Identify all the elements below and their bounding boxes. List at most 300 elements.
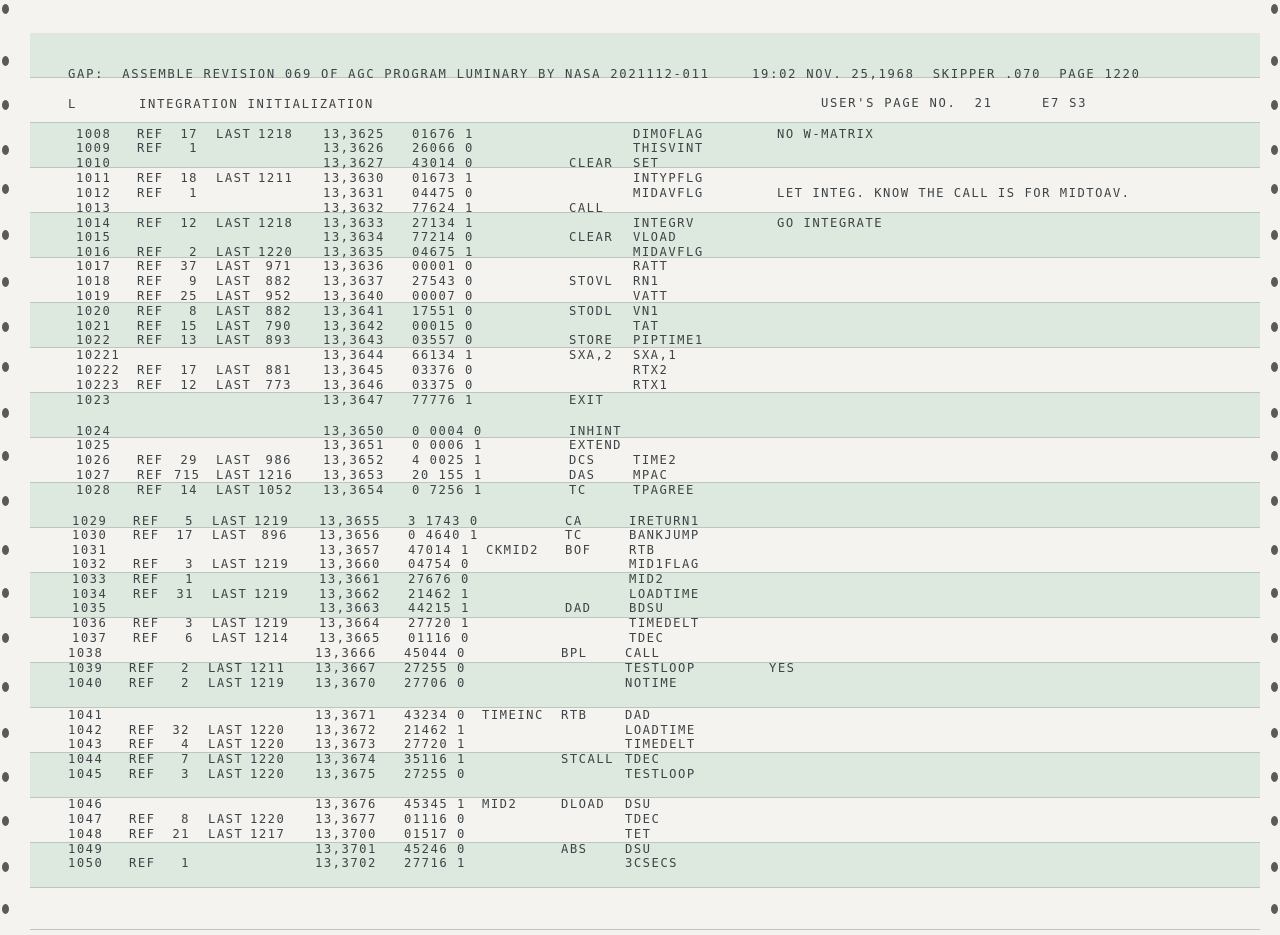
- tractor-hole: [1271, 100, 1278, 110]
- operand: SXA,1: [633, 348, 678, 362]
- last-keyword: LAST: [216, 289, 252, 303]
- line-number: 1036: [72, 616, 108, 630]
- last-keyword: LAST: [216, 274, 252, 288]
- section-letter: L: [68, 97, 78, 111]
- line-number: 1039: [68, 661, 104, 675]
- listing-row: [0, 767, 1280, 782]
- listing-row: [0, 842, 1280, 857]
- line-number: 10223: [76, 378, 121, 392]
- last-keyword: LAST: [212, 587, 248, 601]
- line-number: 1029: [72, 514, 108, 528]
- operand: RN1: [633, 274, 660, 288]
- address: 13,3630: [323, 171, 385, 185]
- ref-keyword: REF: [137, 333, 164, 347]
- listing-row: [0, 348, 1280, 363]
- address: 13,3634: [323, 230, 385, 244]
- address: 13,3625: [323, 127, 385, 141]
- line-number: 1042: [68, 723, 104, 737]
- opcode: RTB: [561, 708, 588, 722]
- operand: LOADTIME: [629, 587, 700, 601]
- octal-code: 44215 1: [408, 601, 470, 615]
- users-page-number: USER'S PAGE NO. 21: [821, 96, 993, 110]
- octal-code: 27720 1: [408, 616, 470, 630]
- address: 13,3700: [315, 827, 377, 841]
- operand: DSU: [625, 842, 652, 856]
- octal-code: 03376 0: [412, 363, 474, 377]
- last-page: 1220: [250, 767, 286, 781]
- last-keyword: LAST: [216, 378, 252, 392]
- operand: RATT: [633, 259, 669, 273]
- listing-row: [0, 393, 1280, 408]
- last-keyword: LAST: [208, 723, 244, 737]
- ref-count: 1: [185, 572, 194, 586]
- address: 13,3677: [315, 812, 377, 826]
- line-number: 1050: [68, 856, 104, 870]
- address: 13,3641: [323, 304, 385, 318]
- ref-count: 14: [180, 483, 198, 497]
- line-number: 1035: [72, 601, 108, 615]
- last-page: 790: [265, 319, 292, 333]
- line-number: 1041: [68, 708, 104, 722]
- listing-row: [0, 319, 1280, 334]
- opcode: EXTEND: [569, 438, 623, 452]
- address: 13,3636: [323, 259, 385, 273]
- ref-count: 6: [185, 631, 194, 645]
- listing-row: [0, 528, 1280, 543]
- operand: MID1FLAG: [629, 557, 700, 571]
- listing-row: [0, 661, 1280, 676]
- ref-keyword: REF: [133, 514, 160, 528]
- listing-row: [0, 216, 1280, 231]
- last-page: 1211: [250, 661, 286, 675]
- last-keyword: LAST: [216, 216, 252, 230]
- octal-code: 45044 0: [404, 646, 466, 660]
- listing-row: [0, 827, 1280, 842]
- comment: YES: [769, 661, 796, 675]
- address: 13,3667: [315, 661, 377, 675]
- operand: VATT: [633, 289, 669, 303]
- line-number: 1034: [72, 587, 108, 601]
- operand: INTEGRV: [633, 216, 695, 230]
- address: 13,3657: [319, 543, 381, 557]
- operand: TESTLOOP: [625, 767, 696, 781]
- line-number: 1049: [68, 842, 104, 856]
- last-keyword: LAST: [212, 631, 248, 645]
- operand: BDSU: [629, 601, 665, 615]
- operand: RTX2: [633, 363, 669, 377]
- operand: TET: [625, 827, 652, 841]
- opcode: CLEAR: [569, 230, 614, 244]
- last-page: 893: [265, 333, 292, 347]
- octal-code: 77776 1: [412, 393, 474, 407]
- ref-keyword: REF: [137, 141, 164, 155]
- octal-code: 17551 0: [412, 304, 474, 318]
- ref-count: 3: [181, 767, 190, 781]
- ref-keyword: REF: [133, 572, 160, 586]
- operand: TAT: [633, 319, 660, 333]
- last-keyword: LAST: [212, 616, 248, 630]
- last-page: 1219: [254, 616, 290, 630]
- operand: SET: [633, 156, 660, 170]
- band-rule: [30, 122, 1260, 123]
- ref-count: 31: [176, 587, 194, 601]
- last-page: 1218: [258, 127, 294, 141]
- ref-count: 13: [180, 333, 198, 347]
- address: 13,3655: [319, 514, 381, 528]
- octal-code: 27706 0: [404, 676, 466, 690]
- operand: MIDAVFLG: [633, 245, 704, 259]
- octal-code: 00001 0: [412, 259, 474, 273]
- opcode: STCALL: [561, 752, 615, 766]
- octal-code: 00015 0: [412, 319, 474, 333]
- listing-row: [0, 646, 1280, 661]
- operand: TIMEDELT: [629, 616, 700, 630]
- listing-row: [0, 557, 1280, 572]
- operand: NOTIME: [625, 676, 679, 690]
- ref-count: 18: [180, 171, 198, 185]
- last-page: 1214: [254, 631, 290, 645]
- last-page: 773: [265, 378, 292, 392]
- opcode: BPL: [561, 646, 588, 660]
- line-number: 1048: [68, 827, 104, 841]
- last-keyword: LAST: [216, 483, 252, 497]
- ref-keyword: REF: [137, 468, 164, 482]
- listing-row: [0, 572, 1280, 587]
- address: 13,3627: [323, 156, 385, 170]
- line-number: 1023: [76, 393, 112, 407]
- ref-keyword: REF: [129, 737, 156, 751]
- opcode: TC: [565, 528, 583, 542]
- operand: TESTLOOP: [625, 661, 696, 675]
- address: 13,3652: [323, 453, 385, 467]
- ref-count: 715: [174, 468, 201, 482]
- address: 13,3672: [315, 723, 377, 737]
- octal-code: 77214 0: [412, 230, 474, 244]
- line-number: 1031: [72, 543, 108, 557]
- ref-keyword: REF: [137, 127, 164, 141]
- octal-code: 4 0025 1: [412, 453, 483, 467]
- address: 13,3654: [323, 483, 385, 497]
- ref-keyword: REF: [137, 363, 164, 377]
- last-page: 882: [265, 274, 292, 288]
- address: 13,3631: [323, 186, 385, 200]
- address: 13,3651: [323, 438, 385, 452]
- ref-keyword: REF: [137, 453, 164, 467]
- octal-code: 01517 0: [404, 827, 466, 841]
- operand: RTB: [629, 543, 656, 557]
- address: 13,3645: [323, 363, 385, 377]
- ref-keyword: REF: [133, 557, 160, 571]
- address: 13,3674: [315, 752, 377, 766]
- ref-count: 17: [180, 363, 198, 377]
- last-page: 1220: [250, 752, 286, 766]
- tractor-hole: [1271, 408, 1278, 418]
- last-page: 896: [261, 528, 288, 542]
- last-keyword: LAST: [208, 812, 244, 826]
- address: 13,3665: [319, 631, 381, 645]
- line-number: 1010: [76, 156, 112, 170]
- line-number: 1037: [72, 631, 108, 645]
- octal-code: 27543 0: [412, 274, 474, 288]
- opcode: STODL: [569, 304, 614, 318]
- octal-code: 27255 0: [404, 661, 466, 675]
- ref-count: 2: [189, 245, 198, 259]
- tractor-hole: [1271, 4, 1278, 14]
- address: 13,3647: [323, 393, 385, 407]
- last-keyword: LAST: [216, 363, 252, 377]
- opcode: BOF: [565, 543, 592, 557]
- octal-code: 01116 0: [404, 812, 466, 826]
- address: 13,3632: [323, 201, 385, 215]
- line-number: 1047: [68, 812, 104, 826]
- listing-row: [0, 333, 1280, 348]
- last-keyword: LAST: [216, 245, 252, 259]
- listing-row: [0, 723, 1280, 738]
- ref-count: 2: [181, 661, 190, 675]
- listing-row: [0, 543, 1280, 558]
- ref-keyword: REF: [129, 812, 156, 826]
- last-page: 1218: [258, 216, 294, 230]
- address: 13,3661: [319, 572, 381, 586]
- tractor-hole: [2, 904, 9, 914]
- last-keyword: LAST: [212, 528, 248, 542]
- ref-keyword: REF: [129, 752, 156, 766]
- line-number: 1009: [76, 141, 112, 155]
- ref-keyword: REF: [137, 319, 164, 333]
- last-page: 1219: [254, 514, 290, 528]
- ref-count: 1: [189, 141, 198, 155]
- opcode: STOVL: [569, 274, 614, 288]
- address: 13,3642: [323, 319, 385, 333]
- octal-code: 03375 0: [412, 378, 474, 392]
- tractor-hole: [2, 100, 9, 110]
- ref-keyword: REF: [133, 631, 160, 645]
- octal-code: 21462 1: [404, 723, 466, 737]
- last-keyword: LAST: [216, 319, 252, 333]
- octal-code: 27716 1: [404, 856, 466, 870]
- symbol-label: MID2: [482, 797, 518, 811]
- octal-code: 35116 1: [404, 752, 466, 766]
- last-keyword: LAST: [212, 557, 248, 571]
- comment: GO INTEGRATE: [777, 216, 884, 230]
- listing-row: [0, 304, 1280, 319]
- listing-row: [0, 616, 1280, 631]
- last-keyword: LAST: [208, 676, 244, 690]
- last-keyword: LAST: [216, 171, 252, 185]
- ref-count: 1: [189, 186, 198, 200]
- ref-count: 3: [185, 557, 194, 571]
- operand: RTX1: [633, 378, 669, 392]
- last-keyword: LAST: [216, 127, 252, 141]
- last-page: 1052: [258, 483, 294, 497]
- last-page: 1216: [258, 468, 294, 482]
- symbol-label: CKMID2: [486, 543, 540, 557]
- line-number: 1018: [76, 274, 112, 288]
- address: 13,3663: [319, 601, 381, 615]
- address: 13,3666: [315, 646, 377, 660]
- listing-row: [0, 752, 1280, 767]
- line-number: 1025: [76, 438, 112, 452]
- operand: VN1: [633, 304, 660, 318]
- opcode: TC: [569, 483, 587, 497]
- listing-row: [0, 156, 1280, 171]
- ref-count: 5: [185, 514, 194, 528]
- listing-row: [0, 378, 1280, 393]
- address: 13,3626: [323, 141, 385, 155]
- last-page: 1220: [250, 737, 286, 751]
- last-page: 881: [265, 363, 292, 377]
- line-number: 10221: [76, 348, 121, 362]
- operand: CALL: [625, 646, 661, 660]
- ref-count: 2: [181, 676, 190, 690]
- opcode: SXA,2: [569, 348, 614, 362]
- operand: MID2: [629, 572, 665, 586]
- last-keyword: LAST: [208, 827, 244, 841]
- last-keyword: LAST: [208, 737, 244, 751]
- listing-row: [0, 245, 1280, 260]
- address: 13,3637: [323, 274, 385, 288]
- operand: VLOAD: [633, 230, 678, 244]
- listing-row: [0, 797, 1280, 812]
- listing-row: [0, 587, 1280, 602]
- listing-row: [0, 201, 1280, 216]
- octal-code: 0 0006 1: [412, 438, 483, 452]
- octal-code: 43014 0: [412, 156, 474, 170]
- line-number: 1030: [72, 528, 108, 542]
- address: 13,3650: [323, 424, 385, 438]
- opcode: DLOAD: [561, 797, 606, 811]
- line-number: 1040: [68, 676, 104, 690]
- listing-row: [0, 171, 1280, 186]
- opcode: DAD: [565, 601, 592, 615]
- line-number: 1045: [68, 767, 104, 781]
- line-number: 1033: [72, 572, 108, 586]
- last-page: 1211: [258, 171, 294, 185]
- ref-count: 25: [180, 289, 198, 303]
- listing-row: [0, 483, 1280, 498]
- tractor-hole: [2, 4, 9, 14]
- octal-code: 45345 1: [404, 797, 466, 811]
- ref-keyword: REF: [137, 171, 164, 185]
- address: 13,3671: [315, 708, 377, 722]
- address: 13,3656: [319, 528, 381, 542]
- octal-code: 27134 1: [412, 216, 474, 230]
- octal-code: 01676 1: [412, 127, 474, 141]
- listing-row: [0, 737, 1280, 752]
- opcode: ABS: [561, 842, 588, 856]
- ref-count: 9: [189, 274, 198, 288]
- address: 13,3633: [323, 216, 385, 230]
- octal-code: 0 0004 0: [412, 424, 483, 438]
- last-page: 1220: [258, 245, 294, 259]
- address: 13,3643: [323, 333, 385, 347]
- octal-code: 03557 0: [412, 333, 474, 347]
- operand: MPAC: [633, 468, 669, 482]
- comment: LET INTEG. KNOW THE CALL IS FOR MIDTOAV.: [777, 186, 1131, 200]
- operand: TIME2: [633, 453, 678, 467]
- ref-count: 15: [180, 319, 198, 333]
- octal-code: 26066 0: [412, 141, 474, 155]
- octal-code: 0 4640 1: [408, 528, 479, 542]
- address: 13,3675: [315, 767, 377, 781]
- last-page: 1217: [250, 827, 286, 841]
- ref-keyword: REF: [137, 186, 164, 200]
- line-number: 1022: [76, 333, 112, 347]
- operand: TDEC: [625, 752, 661, 766]
- listing-row: [0, 856, 1280, 871]
- octal-code: 01673 1: [412, 171, 474, 185]
- line-number: 10222: [76, 363, 121, 377]
- ref-keyword: REF: [133, 587, 160, 601]
- opcode: CA: [565, 514, 583, 528]
- last-page: 1219: [254, 557, 290, 571]
- tractor-hole: [2, 56, 9, 66]
- ref-keyword: REF: [137, 245, 164, 259]
- ref-count: 17: [180, 127, 198, 141]
- octal-code: 77624 1: [412, 201, 474, 215]
- line-number: 1038: [68, 646, 104, 660]
- listing-row: [0, 186, 1280, 201]
- listing-row: [0, 259, 1280, 274]
- last-page: 1220: [250, 812, 286, 826]
- ref-count: 21: [172, 827, 190, 841]
- ref-keyword: REF: [129, 661, 156, 675]
- listing-row: [0, 424, 1280, 439]
- last-keyword: LAST: [216, 259, 252, 273]
- line-number: 1044: [68, 752, 104, 766]
- operand: TDEC: [629, 631, 665, 645]
- ref-keyword: REF: [129, 723, 156, 737]
- line-number: 1013: [76, 201, 112, 215]
- ref-count: 8: [189, 304, 198, 318]
- ref-keyword: REF: [129, 767, 156, 781]
- listing-row: [0, 708, 1280, 723]
- tractor-hole: [1271, 56, 1278, 66]
- line-number: 1019: [76, 289, 112, 303]
- line-number: 1043: [68, 737, 104, 751]
- address: 13,3646: [323, 378, 385, 392]
- octal-code: 45246 0: [404, 842, 466, 856]
- ref-keyword: REF: [137, 289, 164, 303]
- line-number: 1026: [76, 453, 112, 467]
- band-rule: [30, 929, 1260, 930]
- listing-row: [0, 631, 1280, 646]
- listing-row: [0, 812, 1280, 827]
- opcode: DCS: [569, 453, 596, 467]
- last-keyword: LAST: [208, 767, 244, 781]
- last-page: 882: [265, 304, 292, 318]
- address: 13,3640: [323, 289, 385, 303]
- address: 13,3676: [315, 797, 377, 811]
- operand: THISVINT: [633, 141, 704, 155]
- opcode: INHINT: [569, 424, 623, 438]
- octal-code: 20 155 1: [412, 468, 483, 482]
- octal-code: 04475 0: [412, 186, 474, 200]
- ref-count: 4: [181, 737, 190, 751]
- opcode: CALL: [569, 201, 605, 215]
- ref-count: 12: [180, 378, 198, 392]
- address: 13,3664: [319, 616, 381, 630]
- listing-row: [0, 230, 1280, 245]
- octal-code: 04675 1: [412, 245, 474, 259]
- octal-code: 00007 0: [412, 289, 474, 303]
- last-keyword: LAST: [208, 752, 244, 766]
- listing-row: [0, 438, 1280, 453]
- comment: NO W-MATRIX: [777, 127, 875, 141]
- line-number: 1016: [76, 245, 112, 259]
- listing-row: [0, 363, 1280, 378]
- last-page: 1220: [250, 723, 286, 737]
